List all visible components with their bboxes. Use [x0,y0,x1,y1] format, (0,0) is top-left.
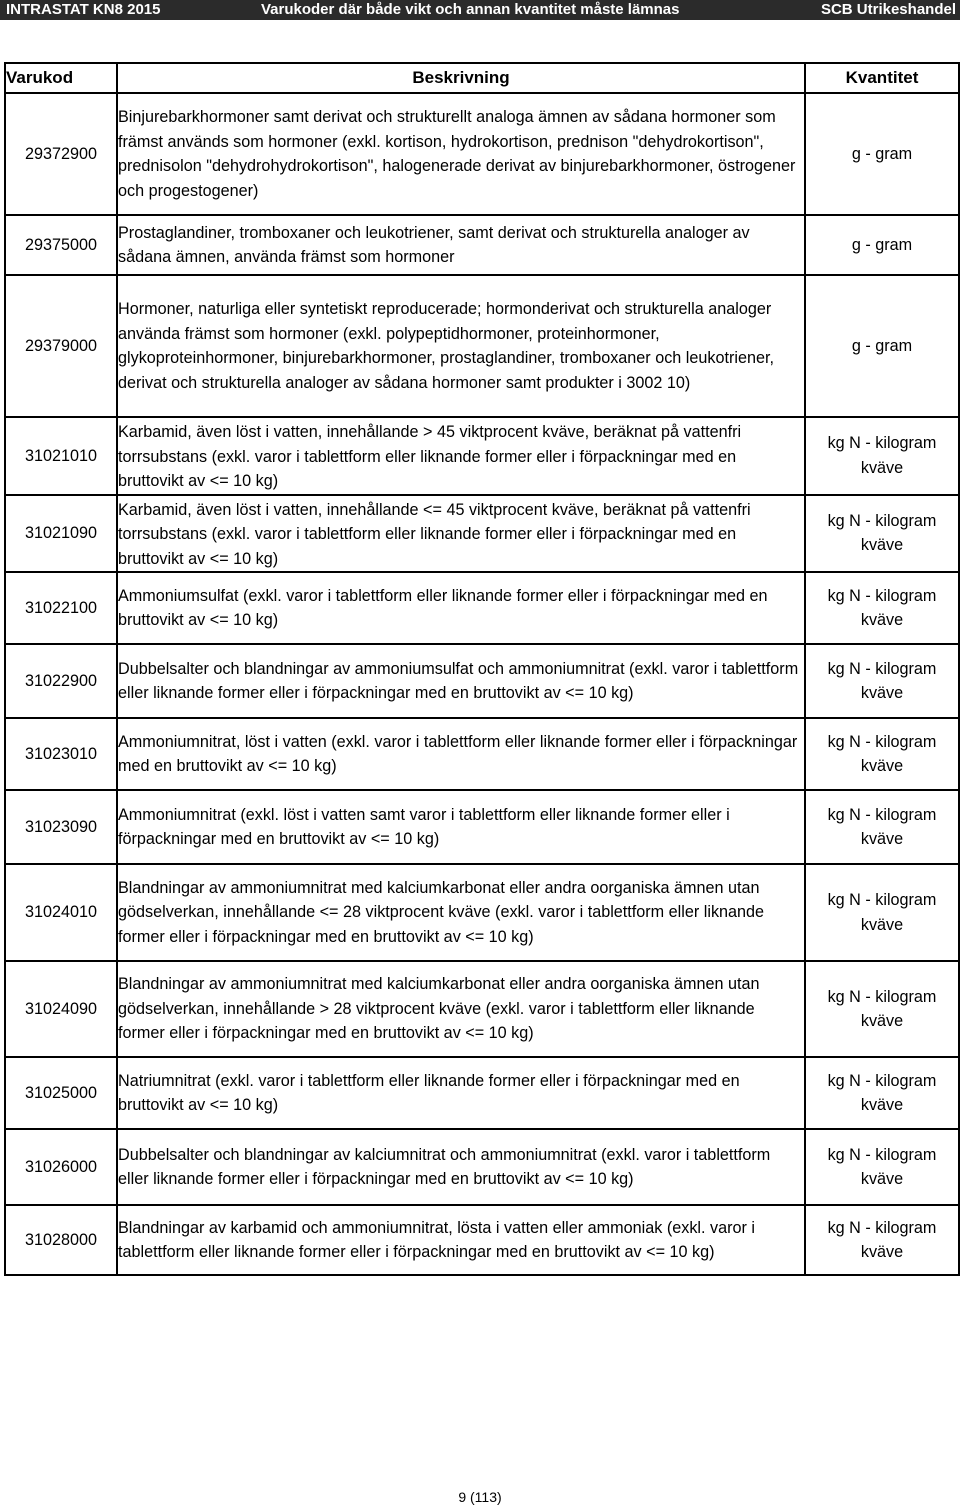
commodity-code: 29372900 [5,93,117,215]
commodity-description: Blandningar av karbamid och ammoniumnitrat, lösta i vatten eller ammoniak (exkl. varor i tablettform eller liknande former eller i förpackningar med en bruttovikt av <= 10 kg) [117,1205,805,1275]
commodity-code: 31024090 [5,961,117,1057]
quantity-unit: g - gram [805,215,959,275]
column-header-code: Varukod [5,63,117,93]
column-header-quantity: Kvantitet [805,63,959,93]
table-row [5,275,959,417]
document-header-bar [0,0,960,20]
commodity-description: Blandningar av ammoniumnitrat med kalciumkarbonat eller andra oorganiska ämnen utan gödselverkan, innehållande <= 28 viktprocent kväve (exkl. varor i tablettform eller liknande former eller i förpackningar med en bruttovikt av <= 10 kg) [117,864,805,961]
quantity-unit: kg N - kilogram kväve [805,1057,959,1129]
table-row [5,417,959,495]
quantity-unit: kg N - kilogram kväve [805,495,959,573]
table-row [5,572,959,644]
commodity-code: 31023010 [5,718,117,790]
table-row [5,93,959,215]
commodity-description: Binjurebarkhormoner samt derivat och strukturellt analoga ämnen av sådana hormoner som främst används som hormoner (exkl. kortison, hydrokortison, prednison "dehydrokortison", prednisolon "dehydrohydrokortison", halogenerade derivat av binjurebarkhormoner, östrogener och progestogener) [117,93,805,215]
quantity-unit: kg N - kilogram kväve [805,864,959,961]
table-row [5,215,959,275]
commodity-code: 31022100 [5,572,117,644]
commodity-description: Karbamid, även löst i vatten, innehållande > 45 viktprocent kväve, beräknat på vattenfri torrsubstans (exkl. varor i tablettform eller liknande former eller i förpackningar med en bruttovikt av <= 10 kg) [117,417,805,495]
commodity-description: Blandningar av ammoniumnitrat med kalciumkarbonat eller andra oorganiska ämnen utan gödselverkan, innehållande > 28 viktprocent kväve (exkl. varor i tablettform eller liknande former eller i förpackningar med en bruttovikt av <= 10 kg) [117,961,805,1057]
commodity-code: 31025000 [5,1057,117,1129]
table-row [5,718,959,790]
header-title: Varukoder där både vikt och annan kvantitet måste lämnas [261,1,680,18]
quantity-unit: kg N - kilogram kväve [805,572,959,644]
commodity-code: 31023090 [5,790,117,864]
column-header-description: Beskrivning [117,63,805,93]
table-row [5,1205,959,1275]
header-publication: INTRASTAT KN8 2015 [6,1,161,18]
commodity-description: Ammoniumnitrat (exkl. löst i vatten samt varor i tablettform eller liknande former eller i förpackningar med en bruttovikt av <= 10 kg) [117,790,805,864]
table-header-row [5,63,959,93]
table-row [5,790,959,864]
commodity-code: 31028000 [5,1205,117,1275]
commodity-code: 31021090 [5,495,117,573]
table-row [5,1057,959,1129]
commodity-description: Ammoniumnitrat, löst i vatten (exkl. varor i tablettform eller liknande former eller i förpackningar med en bruttovikt av <= 10 kg) [117,718,805,790]
commodity-code-table [4,62,960,1276]
table-row [5,495,959,573]
quantity-unit: g - gram [805,275,959,417]
quantity-unit: kg N - kilogram kväve [805,961,959,1057]
commodity-description: Hormoner, naturliga eller syntetiskt reproducerade; hormonderivat och strukturella analoger använda främst som hormoner (exkl. polypeptidhormoner, proteinhormoner, glykoproteinhormoner, binjurebarkhormoner, prostaglandiner, tromboxaner och leukotriener, derivat och strukturella analoger av sådana hormoner samt produkter i 3002 10) [117,275,805,417]
quantity-unit: g - gram [805,93,959,215]
commodity-description: Prostaglandiner, tromboxaner och leukotriener, samt derivat och strukturella analoger av sådana ämnen, använda främst som hormoner [117,215,805,275]
quantity-unit: kg N - kilogram kväve [805,1129,959,1205]
quantity-unit: kg N - kilogram kväve [805,644,959,718]
header-publisher: SCB Utrikeshandel [820,1,956,18]
page-number: 9 (113) [458,1489,502,1505]
quantity-unit: kg N - kilogram kväve [805,417,959,495]
commodity-code: 29379000 [5,275,117,417]
table-row [5,864,959,961]
commodity-description: Dubbelsalter och blandningar av kalciumnitrat och ammoniumnitrat (exkl. varor i tablettform eller liknande former eller i förpackningar med en bruttovikt av <= 10 kg) [117,1129,805,1205]
commodity-code: 31026000 [5,1129,117,1205]
table-row [5,1129,959,1205]
commodity-code: 31022900 [5,644,117,718]
commodity-description: Karbamid, även löst i vatten, innehållande <= 45 viktprocent kväve, beräknat på vattenfri torrsubstans (exkl. varor i tablettform eller liknande former eller i förpackningar med en bruttovikt av <= 10 kg) [117,495,805,573]
commodity-description: Natriumnitrat (exkl. varor i tablettform eller liknande former eller i förpackningar med en bruttovikt av <= 10 kg) [117,1057,805,1129]
commodity-description: Dubbelsalter och blandningar av ammoniumsulfat och ammoniumnitrat (exkl. varor i tablettform eller liknande former eller i förpackningar med en bruttovikt av <= 10 kg) [117,644,805,718]
commodity-code: 31021010 [5,417,117,495]
quantity-unit: kg N - kilogram kväve [805,718,959,790]
commodity-code: 31024010 [5,864,117,961]
commodity-code: 29375000 [5,215,117,275]
table-row [5,644,959,718]
quantity-unit: kg N - kilogram kväve [805,790,959,864]
quantity-unit: kg N - kilogram kväve [805,1205,959,1275]
table-row [5,961,959,1057]
commodity-description: Ammoniumsulfat (exkl. varor i tablettform eller liknande former eller i förpackningar med en bruttovikt av <= 10 kg) [117,572,805,644]
